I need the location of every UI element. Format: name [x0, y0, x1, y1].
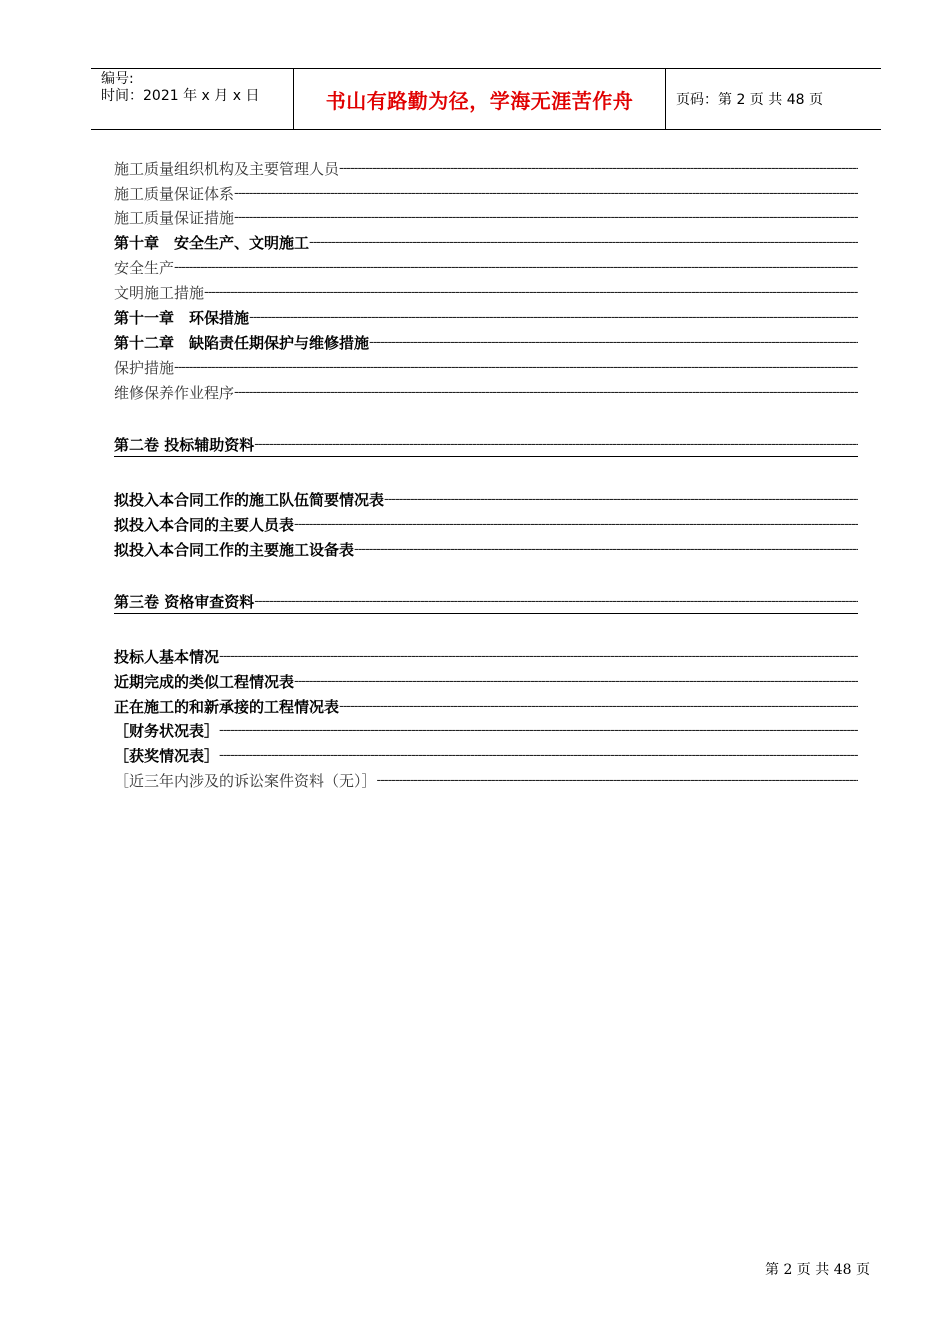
- toc-leader-dots: [294, 672, 858, 693]
- toc-entry-text: 第十二章 缺陷责任期保护与维修措施: [114, 334, 370, 352]
- toc-entry-text: 近期完成的类似工程情况表: [114, 673, 295, 691]
- toc-entry-text: 保护措施: [114, 359, 175, 377]
- toc-entry[interactable]: [114, 255, 858, 279]
- page-header: [91, 68, 881, 130]
- toc-leader-dots: [309, 233, 858, 254]
- toc-entry[interactable]: [114, 205, 858, 229]
- toc-entry-text: 第十章 安全生产、文明施工: [114, 234, 310, 252]
- toc-leader-dots: [369, 333, 858, 354]
- toc-entry-text: 第三卷 资格审查资料: [114, 593, 255, 611]
- header-page-label: 页码：第 2 页 共 48 页: [676, 92, 823, 108]
- toc-leader-dots: [219, 647, 858, 668]
- toc-entry[interactable]: [114, 644, 858, 668]
- toc-leader-dots: [174, 258, 858, 279]
- toc-entry-text: ［财务状况表］: [114, 722, 220, 740]
- document-time-label: 时间：2021 年 x 月 x 日: [101, 88, 260, 104]
- toc-entry[interactable]: [114, 512, 858, 536]
- toc-leader-dots: [254, 435, 858, 456]
- toc-entry-text: ［获奖情况表］: [114, 747, 220, 765]
- toc-entry[interactable]: [114, 669, 858, 693]
- toc-entry-text: 拟投入本合同工作的施工队伍简要情况表: [114, 491, 385, 509]
- toc-entry[interactable]: [114, 768, 858, 792]
- toc-volume[interactable]: [114, 432, 858, 457]
- toc-chapter[interactable]: [114, 305, 858, 329]
- toc-leader-dots: [249, 308, 858, 329]
- toc-leader-dots: [384, 490, 858, 511]
- toc-entry-text: 文明施工措施: [114, 284, 205, 302]
- header-meta: [91, 69, 293, 129]
- toc-entry[interactable]: [114, 181, 858, 205]
- toc-leader-dots: [234, 383, 858, 404]
- toc-entry-text: 维修保养作业程序: [114, 384, 235, 402]
- toc-entry-text: 施工质量保证体系: [114, 185, 235, 203]
- toc-entry-text: 施工质量保证措施: [114, 209, 235, 227]
- toc-entry[interactable]: [114, 743, 858, 767]
- toc-leader-dots: [354, 540, 858, 561]
- toc-entry[interactable]: [114, 355, 858, 379]
- toc-entry-text: 拟投入本合同的主要人员表: [114, 516, 295, 534]
- toc-entry-text: 第二卷 投标辅助资料: [114, 436, 255, 454]
- toc-entry-text: 施工质量组织机构及主要管理人员: [114, 160, 340, 178]
- toc-entry-text: 安全生产: [114, 259, 175, 277]
- toc-entry[interactable]: [114, 487, 858, 511]
- toc-leader-dots: [377, 771, 858, 792]
- toc-volume[interactable]: [114, 589, 858, 614]
- toc-entry[interactable]: [114, 380, 858, 404]
- toc-entry[interactable]: [114, 694, 858, 718]
- toc-leader-dots: [339, 159, 858, 180]
- toc-entry[interactable]: [114, 718, 858, 742]
- page-footer: 第 2 页 共 48 页: [765, 1262, 870, 1278]
- toc-chapter[interactable]: [114, 230, 858, 254]
- toc-entry-text: 第十一章 环保措施: [114, 309, 250, 327]
- header-motto: 书山有路勤为径，学海无涯苦作舟: [293, 69, 666, 129]
- toc-leader-dots: [339, 697, 858, 718]
- toc-leader-dots: [254, 592, 858, 613]
- toc-entry[interactable]: [114, 156, 858, 180]
- toc-entry[interactable]: [114, 280, 858, 304]
- toc-leader-dots: [219, 721, 858, 742]
- toc-entry-text: 正在施工的和新承接的工程情况表: [114, 698, 340, 716]
- toc-leader-dots: [174, 358, 858, 379]
- toc-entry-text: ［近三年内涉及的诉讼案件资料（无）］: [114, 772, 377, 790]
- document-number-label: 编号:: [101, 71, 134, 87]
- toc-chapter[interactable]: [114, 330, 858, 354]
- toc-leader-dots: [204, 283, 858, 304]
- toc-leader-dots: [234, 208, 858, 229]
- toc-entry-text: 投标人基本情况: [114, 648, 220, 666]
- toc-leader-dots: [219, 746, 858, 767]
- toc-leader-dots: [294, 515, 858, 536]
- toc-entry[interactable]: [114, 537, 858, 561]
- toc-leader-dots: [234, 184, 858, 205]
- toc-entry-text: 拟投入本合同工作的主要施工设备表: [114, 541, 355, 559]
